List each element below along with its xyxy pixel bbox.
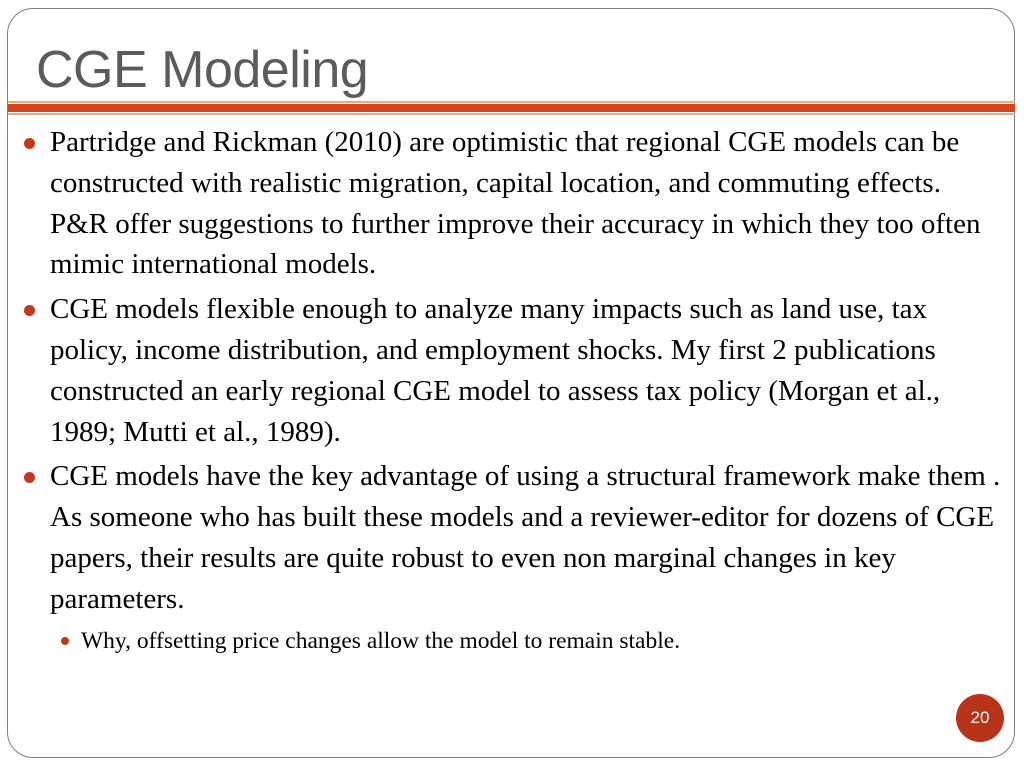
bullet-item bbox=[20, 289, 1005, 452]
bullet-dot-icon bbox=[24, 138, 35, 149]
slide-title: CGE Modeling bbox=[36, 41, 369, 99]
title-underline-top bbox=[8, 101, 1015, 103]
bullet-text: CGE models have the key advantage of using a structural framework make them . As someone who has built these models and a reviewer-editor for dozens of CGE papers, their results are quite robust to even non marginal changes in key parameters. bbox=[50, 460, 1001, 615]
sub-bullet-dot-icon bbox=[61, 637, 69, 645]
title-underline-accent bbox=[8, 104, 1015, 112]
title-underline-bottom bbox=[8, 113, 1015, 115]
slide-body bbox=[20, 122, 1005, 658]
page-number-badge: 20 bbox=[956, 694, 1004, 742]
bullet-text: Partridge and Rickman (2010) are optimistic that regional CGE models can be constructed with realistic migration, capital location, and commuting effects. P&R offer suggestions to further improve their accuracy in which they too often mimic international models. bbox=[50, 126, 981, 281]
sub-bullet-text: Why, offsetting price changes allow the model to remain stable. bbox=[81, 627, 681, 654]
bullet-dot-icon bbox=[24, 305, 35, 316]
sub-bullet-item bbox=[20, 624, 1005, 658]
bullet-dot-icon bbox=[24, 472, 35, 483]
bullet-text: CGE models flexible enough to analyze many impacts such as land use, tax policy, income distribution, and employment shocks. My first 2 publications constructed an early regional CGE model to assess tax policy (Morgan et al., 1989; Mutti et al., 1989). bbox=[50, 293, 941, 448]
bullet-item bbox=[20, 122, 1005, 285]
bullet-item bbox=[20, 456, 1005, 619]
